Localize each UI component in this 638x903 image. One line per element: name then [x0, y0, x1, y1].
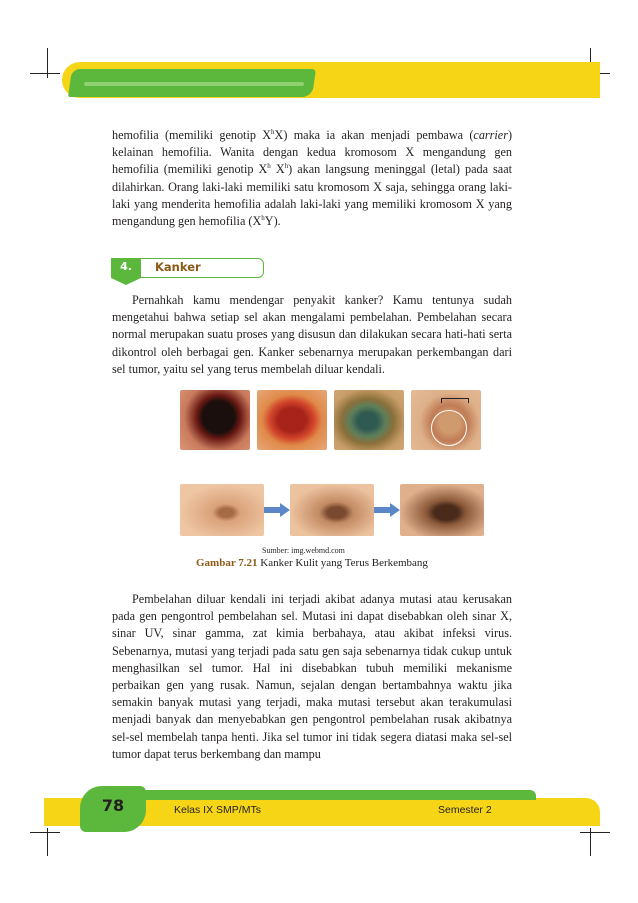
footer-book-title: Kelas IX SMP/MTs: [174, 804, 261, 816]
mole-stage-2: [290, 484, 374, 536]
section-title: Kanker: [155, 260, 201, 274]
figure-label: Gambar 7.21: [196, 557, 258, 569]
melanoma-image-3: [334, 390, 404, 450]
intro-paragraph: [112, 127, 512, 230]
melanoma-image-2: [257, 390, 327, 450]
figure-caption-text: Kanker Kulit yang Terus Berkembang: [260, 557, 428, 569]
paragraph-mutasi: [112, 591, 512, 763]
mole-stage-3: [400, 484, 484, 536]
paragraph-mutasi-text: Pembelahan diluar kendali ini terjadi akibat adanya mutasi atau kerusakan pada gen pengontrol pembelahan sel. Mutasi ini dapat disebabkan oleh sinar X, sinar UV, sinar gamma, zat kimia berbahaya, atau akibat infeksi virus. Sebenarnya, mutasi yang terjadi pada satu gen saja sebenarnya tidak cukup untuk menghasilkan sel tumor. Hal ini disebabkan tubuh memiliki mekanisme perbaikan gen yang rusak. Namun, sejalan dengan bertambahnya waktu jika semakin banyak mutasi yang terjadi, maka mutasi tersebut akan terakumulasi menjadi banyak dan menyebabkan gen pengontrol pembelahan rusak akibatnya sel-sel membelah tanpa henti. Jika sel tumor ini tidak segera diatasi maka sel-sel tumor dapat terus berkembang dan mampu: [112, 592, 512, 761]
figure-skin-cancer: [172, 388, 467, 540]
figure-source: Sumber: img.webmd.com: [262, 546, 345, 555]
section-number: 4.: [120, 260, 132, 273]
header-tab-highlight: [84, 82, 305, 86]
paragraph-kanker-text: Pernahkah kamu mendengar penyakit kanker? Kamu tentunya sudah mengetahui bahwa setiap sel akan mengalami pembelahan. Pembelahan secara normal merupakan suatu proses yang disusun dan dilakukan secara hati-hati serta dikontrol oleh berbagai gen. Kanker sebenarnya merupakan perkembangan dari sel tumor, yaitu sel yang terus membelah diluar kendali.: [112, 293, 512, 376]
melanoma-image-1: [180, 390, 250, 450]
intro-text: hemofilia (memiliki genotip $X^hX$) maka ia akan menjadi pembawa (carrier) kelainan hemofilia. Wanita dengan kedua kromosom X mengandung gen hemofilia (memiliki genotip $X^h$ $X^h$) akan langsung meninggal (letal) pada saat dilahirkan. Orang laki-laki memiliki satu kromosom X saja, sehingga orang laki-laki yang menderita hemofilia adalah laki-laki yang memiliki kromosom X yang mengandung gen hemofilia $(X^hY)$.: [112, 127, 512, 229]
arrow-right-icon: [374, 503, 400, 517]
crop-mark: [580, 832, 610, 833]
section-heading: [111, 258, 265, 282]
page-number: 78: [101, 796, 125, 815]
footer-semester: Semester 2: [438, 804, 492, 816]
arrow-right-icon: [264, 503, 290, 517]
footer-green-strip: [140, 790, 536, 800]
crop-mark: [30, 73, 60, 74]
figure-caption: [196, 557, 428, 569]
crop-mark: [30, 832, 60, 833]
paragraph-kanker: [112, 292, 512, 378]
melanoma-image-4: [411, 390, 481, 450]
magnifier-circle: [431, 410, 467, 446]
scale-bar: [441, 398, 469, 403]
mole-stage-1: [180, 484, 264, 536]
section-badge-point: [111, 278, 141, 285]
